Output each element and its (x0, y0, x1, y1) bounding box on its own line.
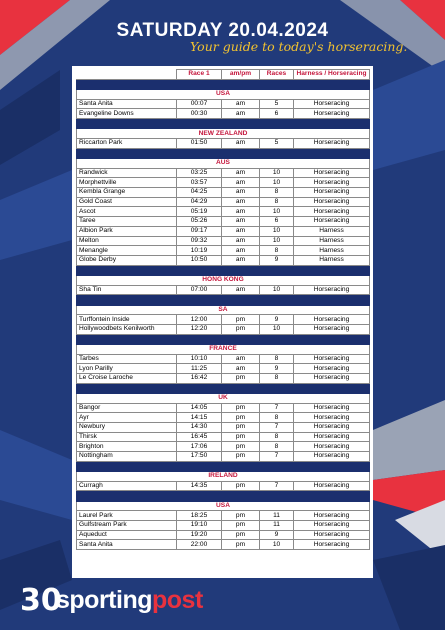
ampm-cell: am (222, 226, 260, 236)
race1-time-cell: 18:25 (177, 511, 222, 521)
ampm-cell: pm (222, 423, 260, 433)
race1-time-cell: 10:10 (177, 354, 222, 364)
races-count-cell: 7 (260, 452, 294, 462)
race-type-cell: Horseracing (294, 432, 370, 442)
venue-cell: Bangor (77, 403, 177, 413)
table-row (77, 403, 370, 413)
race1-time-cell: 19:20 (177, 530, 222, 540)
table-row (77, 432, 370, 442)
page-subtitle: Your guide to today's horseracing. (190, 39, 408, 54)
race1-time-cell: 14:35 (177, 481, 222, 491)
ampm-cell: pm (222, 373, 260, 383)
races-count-cell: 7 (260, 423, 294, 433)
venue-cell: Melton (77, 236, 177, 246)
table-body (77, 79, 370, 549)
venue-cell: Turffontein Inside (77, 315, 177, 325)
ampm-cell: am (222, 285, 260, 295)
races-count-cell: 9 (260, 530, 294, 540)
divider-cell (77, 119, 370, 129)
region-header-row (77, 501, 370, 511)
venue-cell: Lyon Parilly (77, 364, 177, 374)
divider-cell (77, 383, 370, 393)
venue-cell: Globe Derby (77, 255, 177, 265)
races-count-cell: 8 (260, 413, 294, 423)
venue-cell: Curragh (77, 481, 177, 491)
races-count-cell: 5 (260, 139, 294, 149)
race-type-cell: Horseracing (294, 324, 370, 334)
table-row (77, 521, 370, 531)
sportingpost-logo (20, 583, 240, 625)
race-type-cell: Horseracing (294, 423, 370, 433)
race-type-cell: Horseracing (294, 521, 370, 531)
section-divider-bar (77, 461, 370, 471)
race1-time-cell: 03:25 (177, 168, 222, 178)
races-count-cell: 8 (260, 188, 294, 198)
ampm-cell: am (222, 188, 260, 198)
divider-cell (77, 295, 370, 305)
table-row (77, 285, 370, 295)
region-name: AUS (77, 159, 370, 169)
race-type-cell: Horseracing (294, 188, 370, 198)
region-header-row (77, 344, 370, 354)
race1-time-cell: 10:50 (177, 255, 222, 265)
race-type-cell: Horseracing (294, 413, 370, 423)
region-header-row (77, 393, 370, 403)
ampm-cell: am (222, 109, 260, 119)
race-type-cell: Horseracing (294, 197, 370, 207)
ampm-cell: am (222, 217, 260, 227)
divider-cell (77, 148, 370, 158)
races-count-cell: 7 (260, 403, 294, 413)
ampm-cell: pm (222, 442, 260, 452)
race1-time-cell: 19:10 (177, 521, 222, 531)
race1-time-cell: 00:07 (177, 99, 222, 109)
venue-cell: Riccarton Park (77, 139, 177, 149)
race-type-cell: Harness (294, 226, 370, 236)
table-row (77, 511, 370, 521)
race1-time-cell: 16:45 (177, 432, 222, 442)
ampm-cell: am (222, 236, 260, 246)
table-row (77, 178, 370, 188)
race-type-cell: Horseracing (294, 364, 370, 374)
races-count-cell: 8 (260, 354, 294, 364)
race-type-cell: Horseracing (294, 217, 370, 227)
race1-time-cell: 00:30 (177, 109, 222, 119)
ampm-cell: am (222, 207, 260, 217)
race-type-cell: Harness (294, 246, 370, 256)
ampm-cell: am (222, 246, 260, 256)
region-name: USA (77, 89, 370, 99)
venue-cell: Ascot (77, 207, 177, 217)
race1-time-cell: 17:50 (177, 452, 222, 462)
table-row (77, 255, 370, 265)
race-type-cell: Horseracing (294, 481, 370, 491)
section-divider-bar (77, 295, 370, 305)
table-row (77, 236, 370, 246)
table-row (77, 423, 370, 433)
race-type-cell: Horseracing (294, 373, 370, 383)
race1-time-cell: 17:06 (177, 442, 222, 452)
section-divider-bar (77, 491, 370, 501)
column-header-type: Harness / Horseracing (294, 70, 370, 80)
race-type-cell: Horseracing (294, 139, 370, 149)
ampm-cell: pm (222, 511, 260, 521)
race1-time-cell: 14:05 (177, 403, 222, 413)
race1-time-cell: 03:57 (177, 178, 222, 188)
race1-time-cell: 09:32 (177, 236, 222, 246)
race-type-cell: Horseracing (294, 99, 370, 109)
venue-cell: Newbury (77, 423, 177, 433)
race1-time-cell: 01:50 (177, 139, 222, 149)
races-count-cell: 10 (260, 168, 294, 178)
venue-cell: Nottingham (77, 452, 177, 462)
ampm-cell: am (222, 178, 260, 188)
races-count-cell: 7 (260, 481, 294, 491)
column-header-race1: Race 1 (177, 70, 222, 80)
venue-cell: Menangle (77, 246, 177, 256)
race1-time-cell: 11:25 (177, 364, 222, 374)
table-row (77, 442, 370, 452)
region-name: SA (77, 305, 370, 315)
table-row (77, 413, 370, 423)
divider-cell (77, 491, 370, 501)
venue-cell: Ayr (77, 413, 177, 423)
race-schedule-sheet (72, 66, 373, 578)
venue-cell: Aqueduct (77, 530, 177, 540)
race1-time-cell: 04:29 (177, 197, 222, 207)
race-type-cell: Horseracing (294, 354, 370, 364)
divider-cell (77, 461, 370, 471)
table-row (77, 207, 370, 217)
venue-cell: Laurel Park (77, 511, 177, 521)
race-type-cell: Horseracing (294, 178, 370, 188)
divider-cell (77, 265, 370, 275)
races-count-cell: 11 (260, 521, 294, 531)
table-row (77, 246, 370, 256)
race1-time-cell: 04:25 (177, 188, 222, 198)
ampm-cell: pm (222, 403, 260, 413)
table-row (77, 373, 370, 383)
races-count-cell: 8 (260, 197, 294, 207)
region-name: USA (77, 501, 370, 511)
venue-cell: Santa Anita (77, 540, 177, 550)
race-schedule-table (76, 69, 370, 550)
table-row (77, 226, 370, 236)
region-name: UK (77, 393, 370, 403)
logo-word-post: post (152, 586, 203, 614)
venue-cell: Randwick (77, 168, 177, 178)
logo-word-sporting: sporting (56, 586, 152, 614)
races-count-cell: 11 (260, 511, 294, 521)
venue-cell: Morphettville (77, 178, 177, 188)
races-count-cell: 10 (260, 236, 294, 246)
table-row (77, 315, 370, 325)
races-count-cell: 10 (260, 324, 294, 334)
column-header-ampm: am/pm (222, 70, 260, 80)
region-header-row (77, 89, 370, 99)
table-row (77, 481, 370, 491)
race-type-cell: Horseracing (294, 442, 370, 452)
race1-time-cell: 22:00 (177, 540, 222, 550)
divider-cell (77, 334, 370, 344)
venue-cell: Albion Park (77, 226, 177, 236)
section-divider-bar (77, 79, 370, 89)
table-row (77, 452, 370, 462)
ampm-cell: am (222, 197, 260, 207)
region-name: IRELAND (77, 472, 370, 482)
venue-cell: Brighton (77, 442, 177, 452)
race-type-cell: Horseracing (294, 530, 370, 540)
race-type-cell: Harness (294, 255, 370, 265)
races-count-cell: 5 (260, 99, 294, 109)
ampm-cell: am (222, 255, 260, 265)
logo-anniversary-number: 30 (20, 583, 62, 618)
race1-time-cell: 05:19 (177, 207, 222, 217)
races-count-cell: 8 (260, 432, 294, 442)
ampm-cell: pm (222, 540, 260, 550)
region-name: FRANCE (77, 344, 370, 354)
race1-time-cell: 05:26 (177, 217, 222, 227)
venue-column-header (77, 70, 177, 80)
races-count-cell: 8 (260, 442, 294, 452)
table-row (77, 197, 370, 207)
race-type-cell: Horseracing (294, 403, 370, 413)
table-row (77, 217, 370, 227)
venue-cell: Santa Anita (77, 99, 177, 109)
venue-cell: Le Croise Laroche (77, 373, 177, 383)
table-row (77, 364, 370, 374)
table-row (77, 354, 370, 364)
table-row (77, 188, 370, 198)
ampm-cell: pm (222, 452, 260, 462)
venue-cell: Tarbes (77, 354, 177, 364)
logo-wordmark (56, 586, 203, 615)
table-row (77, 530, 370, 540)
races-count-cell: 6 (260, 109, 294, 119)
race-type-cell: Horseracing (294, 452, 370, 462)
region-header-row (77, 305, 370, 315)
races-count-cell: 10 (260, 178, 294, 188)
venue-cell: Thirsk (77, 432, 177, 442)
ampm-cell: pm (222, 521, 260, 531)
section-divider-bar (77, 383, 370, 393)
section-divider-bar (77, 334, 370, 344)
race-type-cell: Horseracing (294, 207, 370, 217)
ampm-cell: am (222, 99, 260, 109)
races-count-cell: 9 (260, 364, 294, 374)
ampm-cell: am (222, 364, 260, 374)
races-count-cell: 10 (260, 540, 294, 550)
race-type-cell: Horseracing (294, 511, 370, 521)
table-row (77, 324, 370, 334)
races-count-cell: 8 (260, 246, 294, 256)
venue-cell: Gulfstream Park (77, 521, 177, 531)
race-type-cell: Horseracing (294, 109, 370, 119)
region-header-row (77, 472, 370, 482)
race-type-cell: Horseracing (294, 168, 370, 178)
venue-cell: Evangeline Downs (77, 109, 177, 119)
ampm-cell: pm (222, 413, 260, 423)
ampm-cell: pm (222, 530, 260, 540)
table-row (77, 109, 370, 119)
table-row (77, 540, 370, 550)
region-name: NEW ZEALAND (77, 129, 370, 139)
race1-time-cell: 12:20 (177, 324, 222, 334)
race1-time-cell: 12:00 (177, 315, 222, 325)
venue-cell: Taree (77, 217, 177, 227)
column-header-races: Races (260, 70, 294, 80)
races-count-cell: 10 (260, 285, 294, 295)
section-divider-bar (77, 119, 370, 129)
venue-cell: Kembla Grange (77, 188, 177, 198)
race-type-cell: Horseracing (294, 540, 370, 550)
venue-cell: Sha Tin (77, 285, 177, 295)
table-header-row (77, 70, 370, 80)
region-header-row (77, 275, 370, 285)
race1-time-cell: 14:15 (177, 413, 222, 423)
ampm-cell: am (222, 354, 260, 364)
section-divider-bar (77, 148, 370, 158)
venue-cell: Hollywoodbets Kenilworth (77, 324, 177, 334)
race1-time-cell: 09:17 (177, 226, 222, 236)
race1-time-cell: 16:42 (177, 373, 222, 383)
region-header-row (77, 129, 370, 139)
ampm-cell: pm (222, 481, 260, 491)
ampm-cell: pm (222, 315, 260, 325)
region-header-row (77, 159, 370, 169)
races-count-cell: 9 (260, 255, 294, 265)
table-row (77, 139, 370, 149)
table-row (77, 168, 370, 178)
race1-time-cell: 10:19 (177, 246, 222, 256)
section-divider-bar (77, 265, 370, 275)
races-count-cell: 6 (260, 217, 294, 227)
race-type-cell: Harness (294, 236, 370, 246)
race-type-cell: Horseracing (294, 315, 370, 325)
races-count-cell: 10 (260, 207, 294, 217)
races-count-cell: 10 (260, 226, 294, 236)
race1-time-cell: 07:00 (177, 285, 222, 295)
ampm-cell: am (222, 139, 260, 149)
race1-time-cell: 14:30 (177, 423, 222, 433)
ampm-cell: pm (222, 324, 260, 334)
divider-cell (77, 79, 370, 89)
ampm-cell: am (222, 168, 260, 178)
region-name: HONG KONG (77, 275, 370, 285)
race-type-cell: Horseracing (294, 285, 370, 295)
races-count-cell: 8 (260, 373, 294, 383)
ampm-cell: pm (222, 432, 260, 442)
page-title: SATURDAY 20.04.2024 (116, 20, 329, 41)
table-row (77, 99, 370, 109)
venue-cell: Gold Coast (77, 197, 177, 207)
races-count-cell: 9 (260, 315, 294, 325)
